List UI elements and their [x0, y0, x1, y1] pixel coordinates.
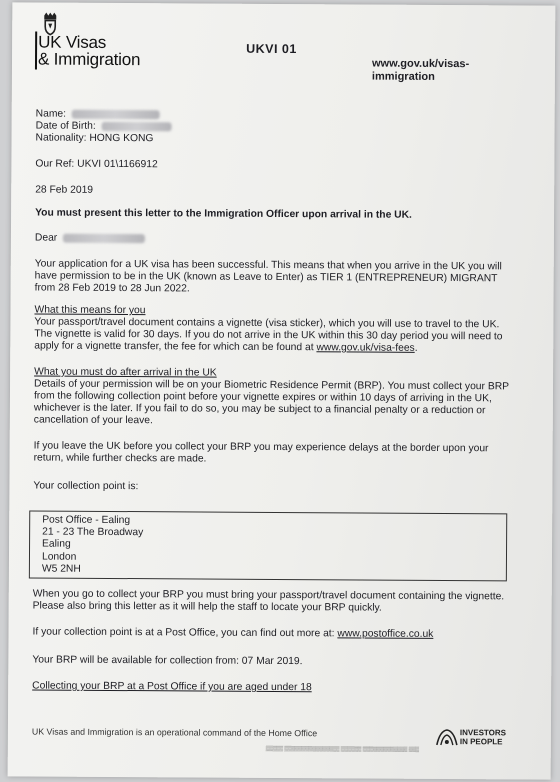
- letter-page: [8, 2, 556, 779]
- header-website: [372, 58, 512, 85]
- address-line: Post Office - Ealing: [42, 514, 131, 527]
- address-line: Ealing: [42, 538, 71, 551]
- redacted-name: [72, 109, 160, 119]
- our-reference: Our Ref: UKVI 01\1166912: [35, 158, 158, 171]
- logo-line-1: UK Visas: [38, 32, 107, 52]
- address-line: 21 - 23 The Broadway: [42, 526, 144, 539]
- investors-in-people-logo-icon: [434, 727, 460, 749]
- name-label: Name:: [35, 108, 67, 120]
- post-office-text: If your collection point is at a Post Office, you can find out more at:: [32, 626, 338, 640]
- dob-label: Date of Birth:: [35, 120, 96, 132]
- address-line: London: [41, 551, 77, 563]
- visa-success-paragraph: Your application for a UK visa has been successful. This means that when you arrive in the UK you will have permission to be in the UK (known as Leave to Enter) as TIER 1 (ENTREPRENEUR) MIGRANT from 28 Feb 2019 to 28 Jun 2022.: [34, 258, 502, 295]
- website-line-1: www.gov.uk/visas-: [371, 57, 470, 71]
- under-18-link[interactable]: Collecting your BRP at a Post Office if you are aged under 18: [32, 680, 312, 694]
- brp-details-paragraph: Details of your permission will be on your Biometric Residence Permit (BRP). You must collect your BRP from the following collection point before your vignette expires or within 10 days of arriving in the UK, whichever is the later. If you fail to do so, you may be subject to a financial penalty or a reduction or cancellation of your leave.: [33, 378, 509, 427]
- document-code-fineprint: ▒▒▒▒▒ ▒▒▒▒▒▒▒▒▒▒▒▒▒▒▒▒ ▒▒▒▒▒▒ ▒▒▒▒▒▒▒▒▒▒▒▒▒ ▒▒▒: [265, 745, 420, 753]
- section-heading-after-arrival: What you must do after arrival in the UK: [34, 366, 217, 379]
- address-line: W5 2NH: [41, 563, 81, 575]
- investors-in-people-text: [460, 728, 506, 746]
- post-office-link[interactable]: www.postoffice.co.uk: [337, 628, 434, 640]
- footer-note: UK Visas and Immigration is an operational command of the Home Office: [31, 726, 318, 739]
- nationality: Nationality: HONG KONG: [35, 132, 154, 145]
- investors-line-2: IN PEOPLE: [459, 737, 503, 747]
- logo-line-2: & Immigration: [37, 49, 141, 70]
- section-heading-meaning: What this means for you: [34, 304, 146, 317]
- redacted-recipient: [63, 233, 145, 243]
- bring-documents-paragraph: When you go to collect your BRP you must bring your passport/travel document containing the vignette. Please also bring this letter as it will help the staff to locate your BRP quickly.: [32, 588, 505, 614]
- visa-fees-link[interactable]: www.gov.uk/visa-fees: [316, 342, 415, 354]
- dear-text: Dear: [34, 232, 58, 244]
- salutation: [35, 232, 515, 247]
- collection-point-label: Your collection point is:: [33, 480, 139, 493]
- vignette-text: Your passport/travel document contains a vignette (visa sticker), which you will use to travel to the UK. The vignette is valid for 30 days. If you do not arrive in the UK within this 30 day period you will need to apply for a vignette transfer, the fee for which can be found at: [34, 316, 503, 354]
- post-office-info: [32, 626, 512, 641]
- collection-address-box: [29, 510, 507, 581]
- vignette-paragraph: [34, 316, 514, 355]
- investors-line-1: INVESTORS: [459, 728, 507, 738]
- vignette-end: .: [414, 342, 418, 354]
- form-reference-code: UKVI 01: [246, 41, 297, 57]
- redacted-dob: [102, 122, 172, 131]
- availability-date: Your BRP will be available for collection from: 07 Mar 2019.: [32, 654, 303, 668]
- website-line-2: immigration: [371, 70, 435, 83]
- letter-date: 28 Feb 2019: [35, 184, 94, 196]
- logo-rule: [35, 31, 37, 69]
- leave-uk-paragraph: If you leave the UK before you collect your BRP you may experience delays at the border upon your return, while further checks are made.: [33, 440, 489, 465]
- arrival-notice: You must present this letter to the Immigration Officer upon arrival in the UK.: [35, 207, 412, 221]
